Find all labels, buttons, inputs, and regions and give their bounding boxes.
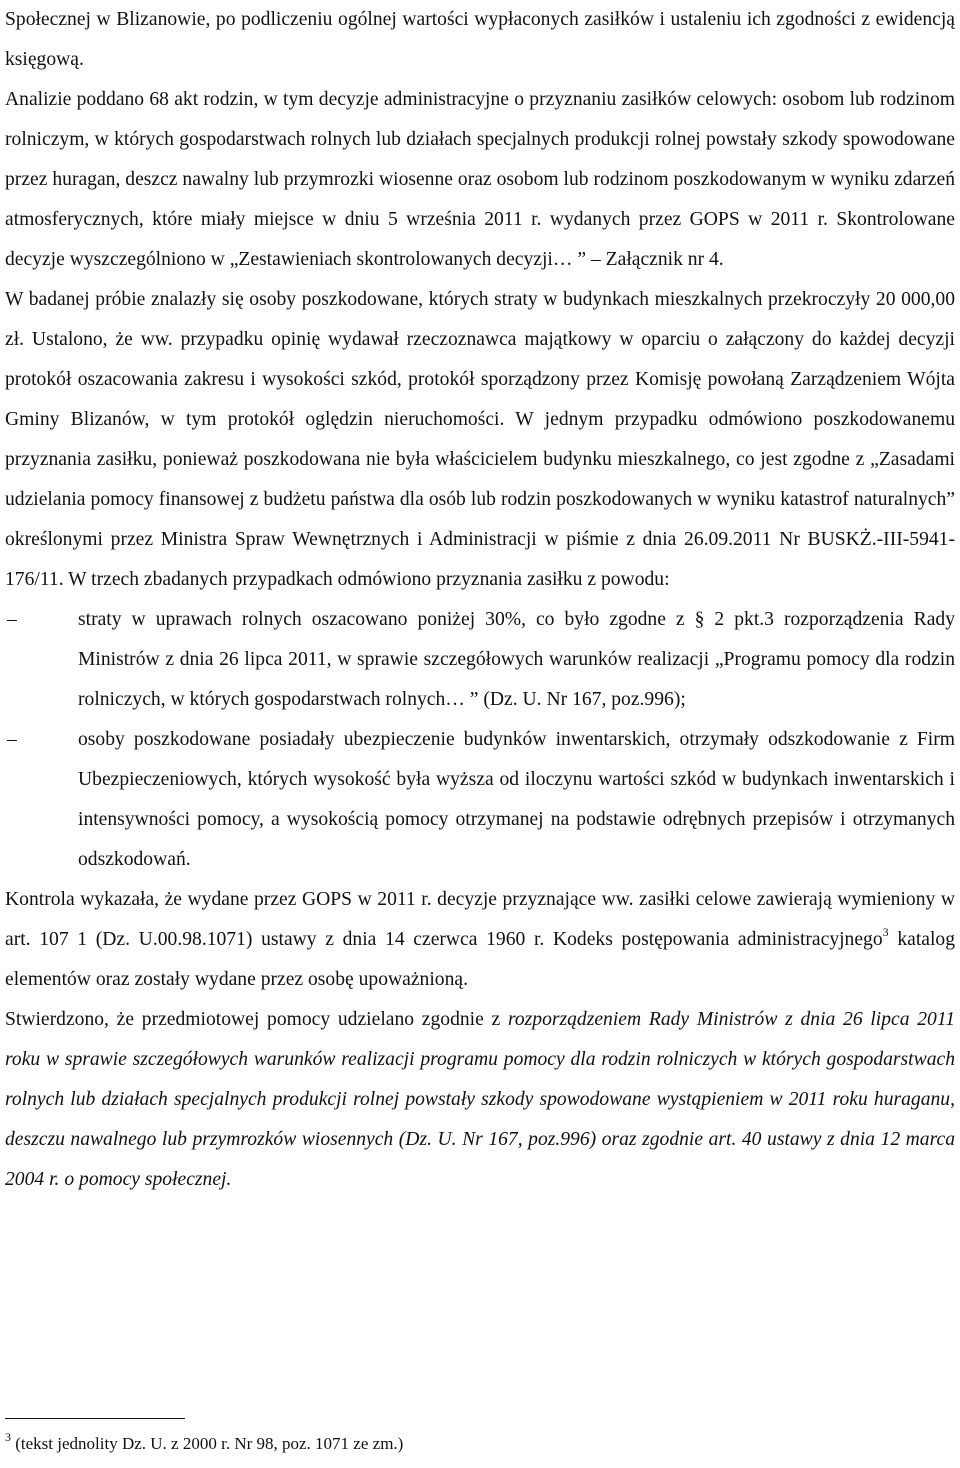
paragraph-sample-findings: W badanej próbie znalazły się osoby poszkodowane, których straty w budynkach mieszkalnych przekroczyły 20 000,00 zł. Ustalono, że ww. przypadku opinię wydawał rzeczoznawca majątkowy w oparciu o załączony do każdej decyzji protokół oszacowania zakresu i wysokości szkód, protokół sporządzony przez Komisję powołaną Zarządzeniem Wójta Gminy Blizanów, w tym protokół oględzin nieruchomości. W jednym przypadku odmówiono poszkodowanemu przyznania zasiłku, ponieważ poszkodowana nie była właścicielem budynku mieszkalnego, co jest zgodne z „Zasadami udzielania pomocy finansowej z budżetu państwa dla osób lub rodzin poszkodowanych w wyniku katastrof naturalnych” określonymi przez Ministra Spraw Wewnętrznych i Administracji w piśmie z dnia 26.09.2011 Nr BUSKŻ.-III-5941-176/11. W trzech zbadanych przypadkach odmówiono przyznania zasiłku z powodu: bbox=[5, 289, 955, 590]
footnote bbox=[5, 1432, 403, 1456]
paragraph-text: Kontrola wykazała, że wydane przez GOPS w 2011 r. decyzje przyznające ww. zasiłki celowe zawierają wymieniony w art. 107 1 (Dz. U.00.98.1071) ustawy z dnia 14 czerwca 1960 r. Kodeks postępowania administracyjnego bbox=[5, 889, 955, 950]
paragraph-continuation: Społecznej w Blizanowie, po podliczeniu ogólnej wartości wypłaconych zasiłków i ustaleniu ich zgodności z ewidencją księgową. bbox=[5, 9, 955, 70]
paragraph-analysis: Analizie poddano 68 akt rodzin, w tym decyzje administracyjne o przyznaniu zasiłków celowych: osobom lub rodzinom rolniczym, w których gospodarstwach rolnych lub działach specjalnych produkcji rolnej powstały szkody spowodowane przez huragan, deszcz nawalny lub przymrozki wiosenne oraz osobom lub rodzinom poszkodowanym w wyniku zdarzeń atmosferycznych, które miały miejsce w dniu 5 września 2011 r. wydanych przez GOPS w 2011 r. Skontrolowane decyzje wyszczególniono w „Zestawieniach skontrolowanych decyzji… ” – Załącznik nr 4. bbox=[5, 89, 955, 270]
list-item bbox=[5, 720, 955, 880]
paragraph-text: katalog elementów oraz zostały wydane przez osobę upoważnioną. bbox=[5, 929, 955, 990]
footnote-reference[interactable]: 3 bbox=[882, 925, 889, 939]
list-item-text: osoby poszkodowane posiadały ubezpieczenie budynków inwentarskich, otrzymały odszkodowanie z Firm Ubezpieczeniowych, których wysokość była wyższa od iloczynu wartości szkód w budynkach inwentarskich i intensywności pomocy, a wysokością pomocy otrzymanej na podstawie odrębnych przepisów i otrzymanych odszkodowań. bbox=[78, 729, 955, 870]
paragraph-text: Stwierdzono, że przedmiotowej pomocy udzielano zgodnie z bbox=[5, 1009, 508, 1030]
list-item bbox=[5, 600, 955, 720]
document-page bbox=[5, 0, 955, 1200]
footnote-number: 3 bbox=[5, 1430, 11, 1444]
footnote-separator bbox=[5, 1418, 185, 1419]
paragraph-conclusion bbox=[5, 1000, 955, 1200]
refusal-reasons-list bbox=[5, 600, 955, 880]
dash-bullet: – bbox=[7, 729, 17, 750]
list-item-text: straty w uprawach rolnych oszacowano poniżej 30%, co było zgodne z § 2 pkt.3 rozporządzenia Rady Ministrów z dnia 26 lipca 2011, w sprawie szczegółowych warunków realizacji „Programu pomocy dla rodzin rolniczych, w których gospodarstwach rolnych… ” (Dz. U. Nr 167, poz.996); bbox=[78, 609, 955, 710]
dash-bullet: – bbox=[7, 609, 17, 630]
regulation-citation: rozporządzeniem Rady Ministrów z dnia 26 lipca 2011 roku w sprawie szczegółowych warunków realizacji programu pomocy dla rodzin rolniczych w których gospodarstwach rolnych lub działach specjalnych produkcji rolnej powstały szkody spowodowane wystąpieniem w 2011 roku huraganu, deszczu nawalnego lub przymrozków wiosennych (Dz. U. Nr 167, poz.996) oraz zgodnie art. 40 ustawy z dnia 12 marca 2004 r. o pomocy społecznej. bbox=[5, 1009, 955, 1190]
footnote-text: (tekst jednolity Dz. U. z 2000 r. Nr 98, poz. 1071 ze zm.) bbox=[11, 1434, 404, 1453]
paragraph-control-result bbox=[5, 880, 955, 1000]
